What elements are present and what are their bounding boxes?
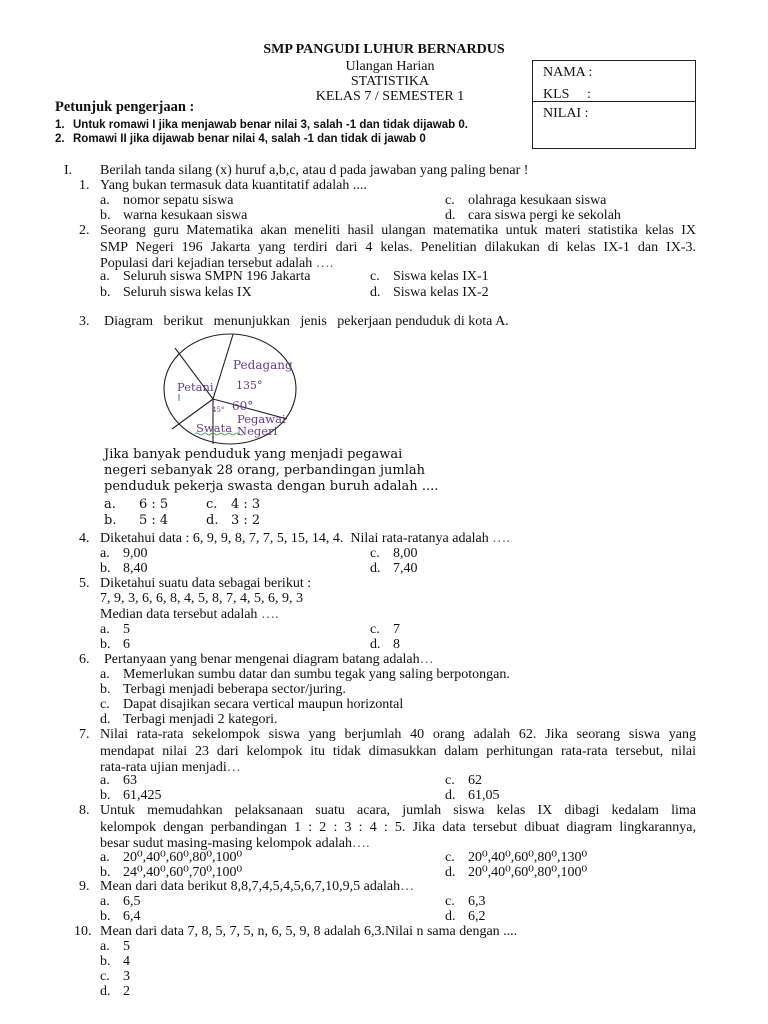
option-b[interactable]: b. Terbagi menjadi beberapa sector/juring. — [100, 682, 346, 697]
option-b[interactable]: b. 24⁰,40⁰,60⁰,70⁰,100⁰ — [100, 865, 243, 880]
nilai-field[interactable]: NILAI : — [543, 106, 589, 121]
question-text: Diketahui data : 6, 9, 9, 8, 7, 7, 5, 15, 14, 4. Nilai rata-ratanya adalah …. — [100, 531, 510, 546]
section-heading — [64, 163, 528, 179]
pie-label-swasta: Swata — [196, 421, 233, 435]
option-c[interactable]: c. Siswa kelas IX-1 — [370, 269, 489, 284]
question-number: 3. — [79, 314, 90, 329]
option-a[interactable]: a. 5 — [100, 939, 130, 954]
option-a[interactable]: a. 20⁰,40⁰,60⁰,80⁰,100⁰ — [100, 850, 243, 865]
question-subtext: Median data tersebut adalah …. — [100, 607, 279, 622]
option-c[interactable]: c. 8,00 — [370, 546, 418, 561]
section-text: Berilah tanda silang (x) huruf a,b,c, atau d pada jawaban yang paling benar ! — [100, 163, 529, 178]
question-number: 7. — [79, 727, 90, 742]
option-a[interactable]: a. Seluruh siswa SMPN 196 Jakarta — [100, 269, 311, 284]
question-text: Pertanyaan yang benar mengenai diagram batang adalah… — [104, 652, 434, 667]
nama-field[interactable]: NAMA : — [543, 65, 593, 80]
option-d[interactable]: d. Terbagi menjadi 2 kategori. — [100, 712, 278, 727]
option-c[interactable]: c. 6,3 — [445, 894, 486, 909]
pie-angle-pegawai: 60° — [232, 399, 254, 413]
option-c[interactable]: c. 3 — [100, 969, 130, 984]
option-c[interactable]: c. 20⁰,40⁰,60⁰,80⁰,130⁰ — [445, 850, 588, 865]
option-b[interactable]: b. 61,425 — [100, 788, 162, 803]
section-number: I. — [64, 163, 73, 178]
option-d[interactable]: d. 2 — [100, 984, 130, 999]
pie-question-note — [104, 447, 438, 495]
option-b[interactable]: b. 6 — [100, 637, 130, 652]
option-a[interactable]: a. nomor sepatu siswa — [100, 193, 234, 208]
id-box-divider — [533, 101, 695, 102]
id-box-divider — [533, 148, 695, 149]
option-d[interactable]: d. 3 : 2 — [206, 513, 261, 528]
option-d[interactable]: d. 7,40 — [370, 561, 418, 576]
question-text: Untuk memudahkan pelaksanaan suatu acara, jumlah siswa kelas IX dibagi kedalam lima kelompok dengan perbandingan 1 : 2 : 3 : 4 : 5. Jika data tersebut dibuat diagram lingkarannya, besar sudut masing-masing kelompok adalah…. — [100, 803, 696, 851]
question-text: Nilai rata-rata sekelompok siswa yang berjumlah 40 orang adalah 62. Jika seorang siswa yang mendapat nilai 23 dari kelompok itu tidak dimasukkan dalam perhitungan rata-rata tersebut, nilai rata-rata ujian menjadi… — [100, 727, 696, 775]
question-number: 8. — [79, 803, 90, 818]
option-b[interactable]: b. 6,4 — [100, 909, 141, 924]
option-d[interactable]: d. 6,2 — [445, 909, 486, 924]
question-text: Mean dari data 7, 8, 5, 7, 5, n, 6, 5, 9, 8 adalah 6,3.Nilai n sama dengan .... — [100, 924, 518, 939]
pie-chart — [163, 333, 298, 445]
instructions-title: Petunjuk pengerjaan : — [55, 99, 195, 115]
question-number: 10. — [74, 924, 92, 939]
option-c[interactable]: c. 4 : 3 — [206, 497, 261, 512]
option-b[interactable]: b. 8,40 — [100, 561, 148, 576]
option-d[interactable]: d. 8 — [370, 637, 400, 652]
pie-angle-swasta: 45° — [212, 406, 225, 414]
question-text: Yang bukan termasuk data kuantitatif adalah .... — [100, 178, 367, 193]
question-number: 2. — [79, 223, 90, 238]
subject-title: STATISTIKA — [350, 74, 430, 89]
student-id-box — [532, 60, 696, 149]
rule-text: Romawi II jika dijawab benar nilai 4, salah -1 dan tidak di jawab 0 — [73, 133, 426, 145]
pie-label-petani: Petani — [177, 380, 214, 394]
question-number: 4. — [79, 531, 90, 546]
option-c[interactable]: c. olahraga kesukaan siswa — [445, 193, 607, 208]
option-a[interactable]: a. 9,00 — [100, 546, 148, 561]
note-line: negeri sebanyak 28 orang, perbandingan jumlah — [104, 463, 426, 478]
pie-angle-pedagang: 135° — [236, 379, 263, 392]
question-text: Mean dari data berikut 8,8,7,4,5,4,5,6,7,10,9,5 adalah… — [100, 879, 415, 894]
rule-text: Untuk romawi I jika menjawab benar nilai 3, salah -1 dan tidak dijawab 0. — [73, 119, 468, 131]
note-line: Jika banyak penduduk yang menjadi pegawai — [104, 447, 403, 462]
pie-label-pedagang: Pedagang — [233, 358, 293, 372]
option-b[interactable]: b. 5 : 4 — [104, 513, 169, 528]
text-cursor-mark — [178, 394, 180, 401]
option-c[interactable]: c. 7 — [370, 622, 400, 637]
pie-label-negeri: Negeri — [237, 424, 278, 438]
option-d[interactable]: d. 61,05 — [445, 788, 500, 803]
option-a[interactable]: a. 63 — [100, 773, 137, 788]
question-number: 9. — [79, 879, 90, 894]
instruction-rule — [55, 133, 426, 145]
option-d[interactable]: d. 20⁰,40⁰,60⁰,80⁰,100⁰ — [445, 865, 588, 880]
question-number: 6. — [79, 652, 90, 667]
option-c[interactable]: c. Dapat disajikan secara vertical maupun horizontal — [100, 697, 404, 712]
option-d[interactable]: d. cara siswa pergi ke sekolah — [445, 208, 621, 223]
question-number: 1. — [79, 178, 90, 193]
question-text: Diketahui suatu data sebagai berikut : — [100, 576, 312, 591]
class-semester: KELAS 7 / SEMESTER 1 — [315, 89, 465, 104]
option-d[interactable]: d. Siswa kelas IX-2 — [370, 285, 489, 300]
option-c[interactable]: c. 62 — [445, 773, 482, 788]
exam-type: Ulangan Harian — [345, 59, 435, 74]
note-line: penduduk pekerja swasta dengan buruh adalah .... — [104, 479, 439, 494]
option-b[interactable]: b. warna kesukaan siswa — [100, 208, 248, 223]
kls-field[interactable]: KLS : — [543, 87, 591, 102]
pie-label-pegawai: Pegawai — [237, 412, 286, 426]
option-b[interactable]: b. Seluruh siswa kelas IX — [100, 285, 252, 300]
question-text: Diagram berikut menunjukkan jenis pekerjaan penduduk di kota A. — [104, 314, 509, 329]
option-a[interactable]: a. 6,5 — [100, 894, 141, 909]
rule-number: 1. — [55, 119, 65, 131]
option-a[interactable]: a. Memerlukan sumbu datar dan sumbu tegak yang saling berpotongan. — [100, 667, 510, 682]
instruction-rule — [55, 119, 468, 131]
data-values: 7, 9, 3, 6, 6, 8, 4, 5, 8, 7, 4, 5, 6, 9, 3 — [100, 591, 303, 606]
rule-number: 2. — [55, 133, 65, 145]
question-number: 5. — [79, 576, 90, 591]
option-a[interactable]: a. 6 : 5 — [104, 497, 169, 512]
question-text: Seorang guru Matematika akan meneliti hasil ulangan matematika untuk materi statistika kelas IX SMP Negeri 196 Jakarta yang terdiri dari 4 kelas. Penelitian dilakukan di kelas IX-1 dan IX-3. Populasi dari kejadian tersebut adalah …. — [100, 223, 696, 271]
school-name: SMP PANGUDI LUHUR BERNARDUS — [263, 42, 505, 57]
option-a[interactable]: a. 5 — [100, 622, 130, 637]
option-b[interactable]: b. 4 — [100, 954, 130, 969]
